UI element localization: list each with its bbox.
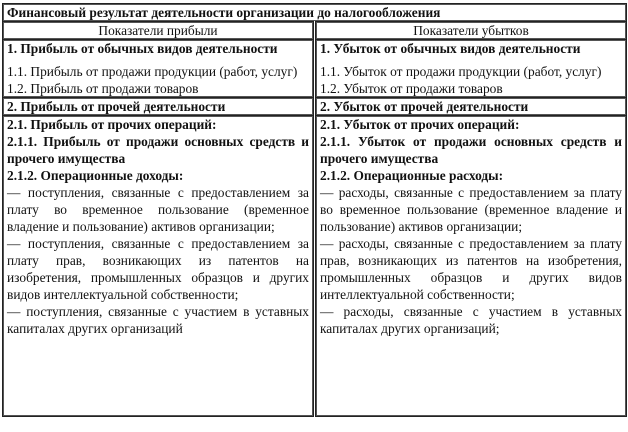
header-loss: Показатели убытков [315, 22, 627, 40]
profit-bullet-3: — поступления, связанные с участием в уставных капиталах других организаций [7, 304, 309, 336]
profit-other-ops-title: 2.1. Прибыль от прочих операций: [7, 117, 217, 132]
loss-goods-item: 1.2. Убыток от продажи товаров [320, 81, 503, 96]
table-row [3, 98, 627, 116]
loss-ordinary-cell [315, 40, 627, 98]
header-profit: Показатели прибыли [3, 22, 315, 40]
profit-ordinary-title: 1. Прибыль от обычных видов деятельности [7, 41, 278, 56]
loss-products-item: 1.1. Убыток от продажи продукции (работ, услуг) [320, 64, 602, 79]
table-row [3, 116, 627, 417]
loss-other-cell [315, 116, 627, 417]
profit-ordinary-cell [3, 40, 315, 98]
profit-fixed-assets-item: 2.1.1. Прибыль от продажи основных средств и прочего имущества [7, 134, 309, 166]
loss-bullet-3: — расходы, связанные с участием в уставных капиталах других организаций; [320, 304, 623, 336]
loss-fixed-assets-item: 2.1.1. Убыток от продажи основных средств и прочего имущества [320, 134, 623, 166]
loss-operating-expense-title: 2.1.2. Операционные расходы: [320, 168, 504, 183]
table-title: Финансовый результат деятельности организации до налогообложения [3, 4, 627, 22]
profit-operating-income-title: 2.1.2. Операционные доходы: [7, 168, 184, 183]
loss-other-title: 2. Убыток от прочей деятельности [315, 98, 627, 116]
loss-bullet-1: — расходы, связанные с предоставлением за плату во временное пользование (временное владение и пользование) активов организации; [320, 185, 623, 234]
table-caption-row [3, 4, 627, 22]
financial-result-table [2, 3, 627, 417]
table-row [3, 40, 627, 98]
loss-other-ops-title: 2.1. Убыток от прочих операций: [320, 117, 520, 132]
loss-ordinary-title: 1. Убыток от обычных видов деятельности [320, 41, 581, 56]
profit-other-title: 2. Прибыль от прочей деятельности [3, 98, 315, 116]
profit-bullet-1: — поступления, связанные с предоставлением за плату во временное пользование (временное владение и пользование) активов организации; [7, 185, 309, 234]
table-header-row [3, 22, 627, 40]
profit-products-item: 1.1. Прибыль от продажи продукции (работ, услуг) [7, 64, 298, 79]
profit-goods-item: 1.2. Прибыль от продажи товаров [7, 81, 199, 96]
profit-bullet-2: — поступления, связанные с предоставлением за плату прав, возникающих из патентов на изобретения, промышленных образцов и других видов интеллектуальной собственности; [7, 236, 309, 302]
profit-other-cell [3, 116, 315, 417]
loss-bullet-2: — расходы, связанные с предоставлением за плату прав, возникающих из патентов на изобретения, промышленных образцов и других видов интеллектуальной собственности; [320, 236, 623, 302]
